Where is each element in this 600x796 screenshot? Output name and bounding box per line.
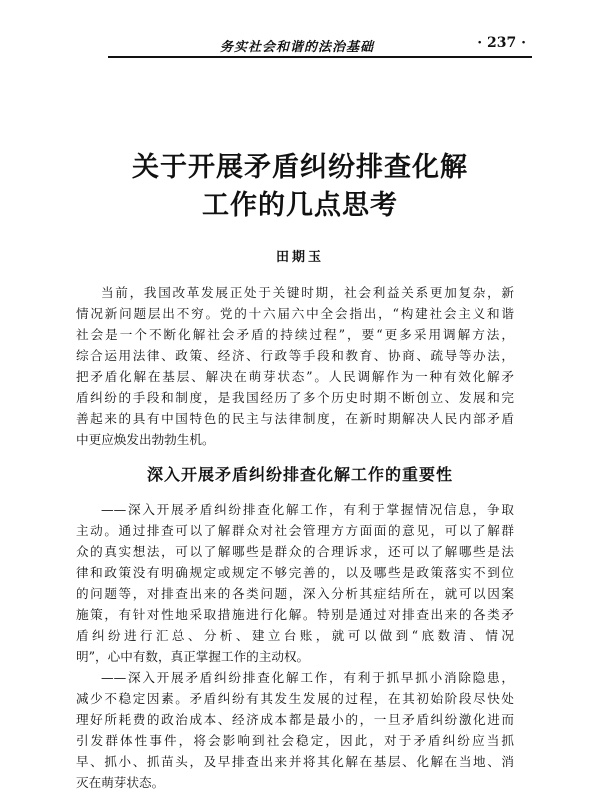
body-paragraph-line: 众的真实想法，可以了解哪些是群众的合理诉求，还可以了解哪些是法 <box>76 544 514 559</box>
intro-paragraph-line: 善起来的具有中国特色的民主与法律制度，在新时期解决人民内部矛盾 <box>76 411 514 426</box>
intro-paragraph-line: 中更应焕发出勃勃生机。 <box>76 432 215 447</box>
intro-paragraph-line: 把矛盾化解在基层、解决在萌芽状态”。人民调解作为一种有效化解矛 <box>76 369 514 384</box>
running-header-title: 务实社会和谐的法治基础 <box>220 40 375 55</box>
body-paragraph-line: 盾纠纷进行汇总、分析、建立台账，就可以做到“底数清、情况 <box>76 628 514 643</box>
intro-paragraph-line: 盾纠纷的手段和制度，是我国经历了多个历史时期不断创立、发展和完 <box>76 390 514 405</box>
body-paragraph-line: 理好所耗费的政治成本、经济成本都是最小的，一旦矛盾纠纷激化进而 <box>76 712 514 727</box>
article-title-line-2: 工作的几点思考 <box>202 190 398 221</box>
intro-paragraph-line: 情况新问题层出不穷。党的十六届六中全会指出，“构建社会主义和谐 <box>76 306 514 321</box>
intro-paragraph-line: 当前，我国改革发展正处于关键时期，社会利益关系更加复杂，新 <box>101 285 514 300</box>
body-paragraph-line: 灭在萌芽状态。 <box>76 775 165 790</box>
body-paragraph-line: 律和政策没有明确规定或规定不够完善的，以及哪些是政策落实不到位 <box>76 565 514 580</box>
body-paragraph-line: 明”，心中有数，真正掌握工作的主动权。 <box>76 649 310 664</box>
intro-paragraph-line: 综合运用法律、政策、经济、行政等手段和教育、协商、疏导等办法， <box>76 348 514 363</box>
running-header <box>108 36 532 58</box>
body-paragraph-line: 早、抓小、抓苗头，及早排查出来并将其化解在基层、化解在当地、消 <box>76 754 514 769</box>
body-paragraph-line: 引发群体性事件，将会影响到社会稳定，因此，对于矛盾纠纷应当抓 <box>76 733 514 748</box>
section-heading: 深入开展矛盾纠纷排查化解工作的重要性 <box>146 465 453 484</box>
body-paragraph-line: 的问题等，对排查出来的各类问题，深入分析其症结所在，就可以因案 <box>76 586 514 601</box>
body-paragraph-line: 减少不稳定因素。矛盾纠纷有其发生发展的过程，在其初始阶段尽快处 <box>76 691 514 706</box>
page-number: · 237 · <box>477 35 526 51</box>
body-paragraph-line: ——深入开展矛盾纠纷排查化解工作，有利于掌握情况信息，争取 <box>101 502 514 517</box>
body-paragraph-line: 主动。通过排查可以了解群众对社会管理方方面面的意见，可以了解群 <box>76 523 514 538</box>
author-name: 田期玉 <box>275 250 324 265</box>
body-paragraph-line: ——深入开展矛盾纠纷排查化解工作，有利于抓早抓小消除隐患， <box>101 670 514 685</box>
intro-paragraph-line: 社会是一个不断化解社会矛盾的持续过程”，要“更多采用调解方法， <box>76 327 514 342</box>
article-title-line-1: 关于开展矛盾纠纷排查化解 <box>132 152 468 183</box>
body-paragraph-line: 施策，有针对性地采取措施进行化解。特别是通过对排查出来的各类矛 <box>76 607 514 622</box>
